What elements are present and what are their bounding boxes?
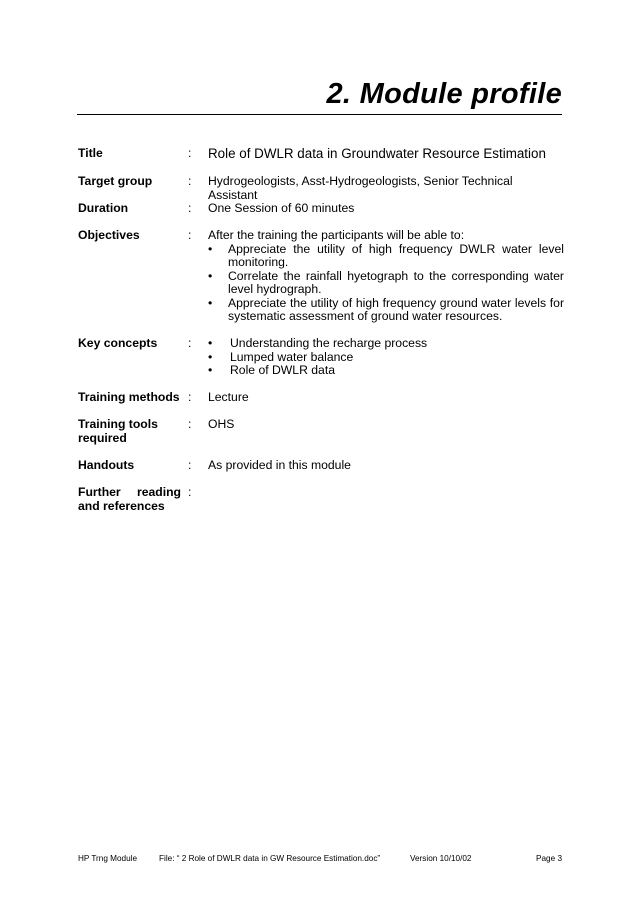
- training-tools-colon: :: [188, 417, 192, 431]
- heading-rule: [77, 114, 562, 115]
- duration-colon: :: [188, 201, 192, 215]
- bullet-icon: •: [208, 268, 213, 283]
- training-methods-colon: :: [188, 390, 192, 404]
- target-group-colon: :: [188, 174, 192, 188]
- objectives-label: Objectives: [78, 228, 140, 242]
- training-tools-value: OHS: [208, 417, 235, 431]
- training-methods-label: Training methods: [78, 390, 180, 404]
- footer-version: Version 10/10/02: [410, 854, 472, 863]
- further-reading-label: Further reading and references: [78, 485, 181, 513]
- footer-page: Page 3: [536, 854, 562, 863]
- handouts-label: Handouts: [78, 458, 135, 472]
- handouts-colon: :: [188, 458, 192, 472]
- list-item: • Role of DWLR data: [208, 363, 335, 377]
- bullet-icon: •: [208, 336, 213, 350]
- page-heading: 2. Module profile: [326, 78, 562, 110]
- title-value: Role of DWLR data in Groundwater Resource Estimation: [208, 146, 546, 161]
- objectives-value: [208, 229, 564, 324]
- handouts-value: As provided in this module: [208, 458, 351, 472]
- target-group-label: Target group: [78, 174, 153, 188]
- key-concepts-value: [208, 337, 564, 378]
- list-item: • Appreciate the utility of high frequency ground water levels for systematic assessment of ground water resources.: [208, 295, 564, 323]
- key-concepts-list: [208, 337, 564, 378]
- list-item: • Lumped water balance: [208, 349, 354, 364]
- bullet-icon: •: [208, 241, 213, 256]
- list-item: • Correlate the rainfall hyetograph to the corresponding water level hydrograph.: [208, 268, 564, 296]
- title-label: Title: [78, 146, 103, 160]
- duration-label: Duration: [78, 201, 129, 215]
- title-colon: :: [188, 146, 192, 160]
- training-tools-label: Training tools required: [78, 417, 158, 445]
- bullet-icon: •: [208, 295, 213, 310]
- target-group-value: Hydrogeologists, Asst-Hydrogeologists, Senior Technical Assistant: [208, 174, 513, 202]
- training-methods-value: Lecture: [208, 390, 249, 404]
- bullet-icon: •: [208, 363, 213, 377]
- objectives-list: [208, 243, 564, 324]
- further-reading-colon: :: [188, 485, 192, 499]
- objectives-intro: After the training the participants will be able to:: [208, 228, 465, 242]
- key-concepts-label: Key concepts: [78, 336, 158, 350]
- objectives-colon: :: [188, 228, 192, 242]
- list-item: • Understanding the recharge process: [208, 336, 428, 350]
- key-concepts-colon: :: [188, 336, 192, 350]
- list-item: • Appreciate the utility of high frequency DWLR water level monitoring.: [208, 241, 564, 269]
- duration-value: One Session of 60 minutes: [208, 201, 355, 215]
- bullet-icon: •: [208, 349, 213, 364]
- footer-module: HP Trng Module: [78, 854, 138, 863]
- footer-file: File: “ 2 Role of DWLR data in GW Resource Estimation.doc”: [159, 854, 381, 863]
